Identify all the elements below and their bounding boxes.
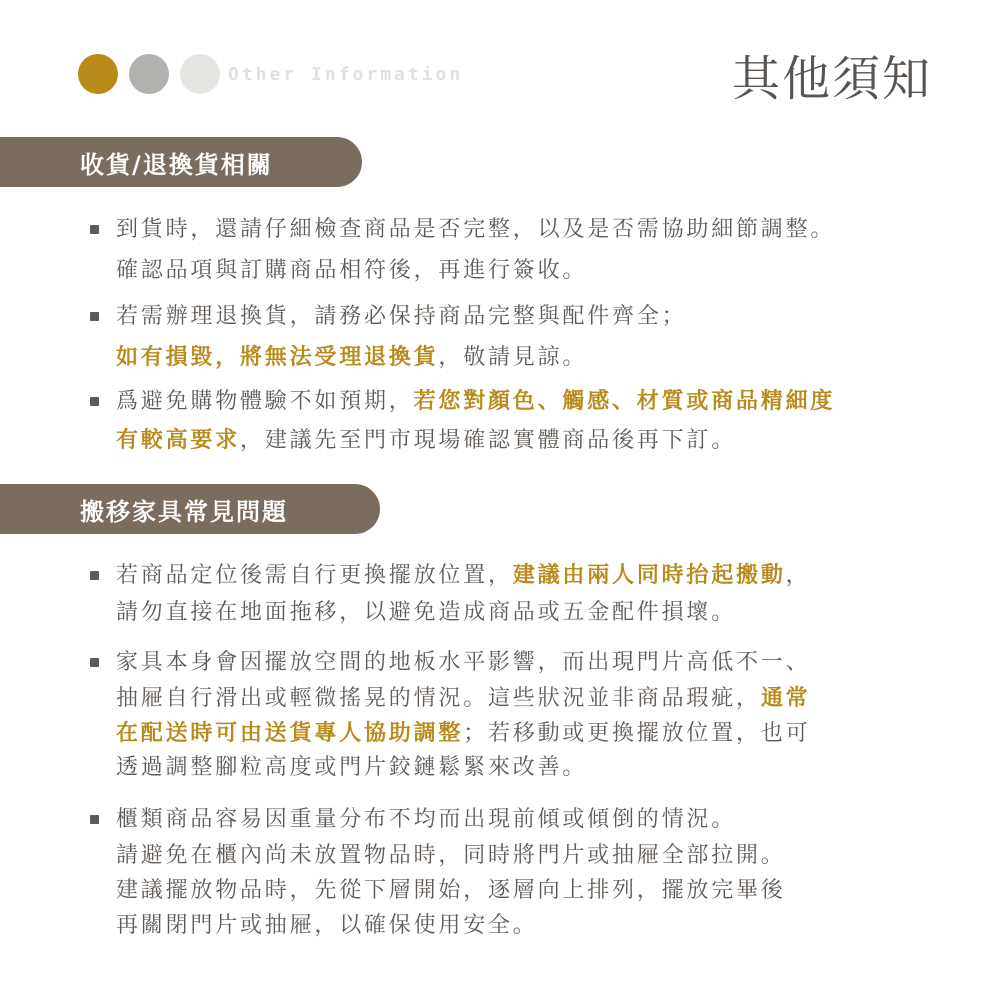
section-tab-receiving-returns — [0, 137, 362, 187]
highlight-text: 在配送時可由送貨專人協助調整 — [116, 721, 464, 746]
highlight-text: 通常 — [760, 686, 811, 711]
bullet-icon — [90, 658, 99, 667]
item-line: 家具本身會因擺放空間的地板水平影響，而出現門片高低不一、 — [116, 650, 811, 675]
item-line: 到貨時，還請仔細檢查商品是否完整，以及是否需協助細節調整。 — [116, 217, 836, 242]
item-line: 抽屜自行滑出或輕微搖晃的情況。這些狀況並非商品瑕疵，通常 — [116, 686, 811, 711]
item-line: 若商品定位後需自行更換擺放位置，建議由兩人同時抬起搬動， — [116, 563, 811, 588]
item-line: 確認品項與訂購商品相符後，再進行簽收。 — [116, 258, 588, 283]
bullet-icon — [90, 225, 99, 234]
item-line: 有較高要求，建議先至門市現場確認實體商品後再下訂。 — [116, 428, 737, 453]
item-line: 櫃類商品容易因重量分布不均而出現前傾或傾倒的情況。 — [116, 807, 737, 832]
bullet-icon — [90, 397, 99, 406]
item-line: 請勿直接在地面拖移，以避免造成商品或五金配件損壞。 — [116, 600, 737, 625]
gray-circle-icon — [129, 54, 169, 94]
highlight-text: 有較高要求 — [116, 428, 241, 453]
section-title: 收貨/退換貨相關 — [80, 151, 273, 179]
bullet-icon — [90, 815, 99, 824]
highlight-text: 若您對顏色、觸感、材質或商品精細度 — [413, 389, 836, 414]
item-line: 如有損毀，將無法受理退換貨，敬請見諒。 — [116, 345, 588, 370]
section-tab-moving-furniture — [0, 484, 380, 534]
item-line: 透過調整腳粒高度或門片鉸鏈鬆緊來改善。 — [116, 755, 588, 780]
highlight-text: 建議由兩人同時抬起搬動 — [512, 563, 786, 588]
bullet-icon — [90, 571, 99, 580]
header — [0, 0, 1000, 120]
highlight-text: 如有損毀，將無法受理退換貨 — [116, 345, 439, 370]
item-line: 再關閉門片或抽屜，以確保使用安全。 — [116, 913, 538, 938]
page-title: 其他須知 — [731, 51, 932, 107]
item-line: 在配送時可由送貨專人協助調整；若移動或更換擺放位置，也可 — [116, 721, 811, 746]
item-line: 若需辦理退換貨，請務必保持商品完整與配件齊全； — [116, 304, 687, 329]
item-line: 建議擺放物品時，先從下層開始，逐層向上排列，擺放完畢後 — [116, 878, 786, 903]
bullet-icon — [90, 312, 99, 321]
subtitle: Other Information — [228, 64, 464, 85]
item-line: 爲避免購物體驗不如預期，若您對顏色、觸感、材質或商品精細度 — [116, 389, 836, 414]
gold-circle-icon — [78, 54, 118, 94]
item-line: 請避免在櫃內尚未放置物品時，同時將門片或抽屜全部拉開。 — [116, 843, 786, 868]
section-title: 搬移家具常見問題 — [80, 498, 288, 526]
light-circle-icon — [180, 54, 220, 94]
